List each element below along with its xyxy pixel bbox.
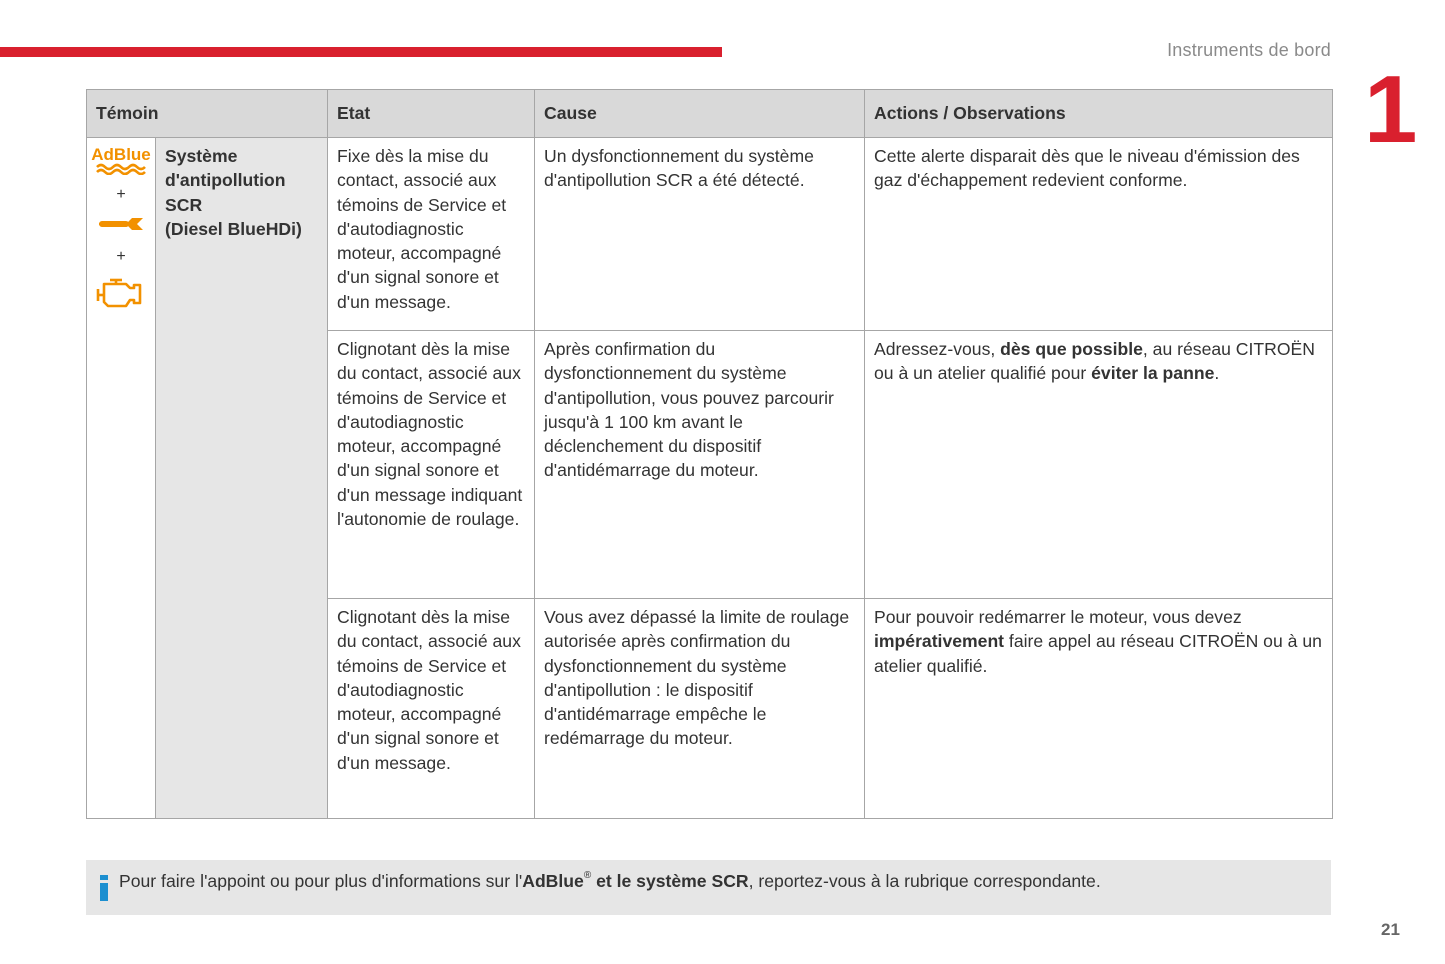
engine-diagnostic-icon bbox=[96, 275, 146, 311]
chapter-number: 1 bbox=[1364, 56, 1418, 163]
action-emphasis: dès que possible bbox=[1000, 339, 1143, 359]
warning-name-cell bbox=[156, 138, 328, 819]
etat-cell: Fixe dès la mise du contact, associé aux témoins de Service et d'autodiagnostic moteur, accompagné d'un signal sonore et d'un message. bbox=[328, 138, 535, 331]
page-number: 21 bbox=[1381, 920, 1400, 939]
info-text-part: , reportez-vous à la rubrique correspondante. bbox=[748, 871, 1101, 891]
service-wrench-icon bbox=[97, 213, 145, 235]
action-cell bbox=[865, 331, 1333, 599]
adblue-icon-label: AdBlue bbox=[91, 145, 151, 164]
action-text: , au réseau CITROËN ou à un atelier qualifié pour bbox=[874, 339, 1315, 384]
plus-sign: + bbox=[116, 248, 126, 265]
warning-name-line: (Diesel BlueHDi) bbox=[165, 218, 302, 239]
cause-cell: Après confirmation du dysfonctionnement du système d'antipollution, vous pouvez parcourir jusqu'à 1 100 km avant le déclenchement du dispositif d'antidémarrage du moteur. bbox=[535, 331, 865, 599]
warning-name-line: d'antipollution bbox=[165, 170, 286, 191]
action-cell bbox=[865, 599, 1333, 819]
section-title: Instruments de bord bbox=[1167, 40, 1331, 60]
action-emphasis: impérativement bbox=[874, 631, 1005, 652]
col-header-actions: Actions / Observations bbox=[865, 90, 1333, 138]
action-text: Cette alerte disparait dès que le niveau d'émission des gaz d'échappement redevient conforme. bbox=[874, 146, 1300, 191]
info-note bbox=[86, 860, 1331, 915]
warning-name-line: Système bbox=[165, 146, 238, 166]
action-cell bbox=[865, 138, 1333, 331]
etat-cell: Clignotant dès la mise du contact, associé aux témoins de Service et d'autodiagnostic moteur, accompagné d'un signal sonore et d'un message. bbox=[328, 599, 535, 819]
adblue-wave-icon bbox=[95, 163, 147, 175]
action-emphasis: éviter la panne bbox=[1091, 363, 1215, 384]
info-text-part: Pour faire l'appoint ou pour plus d'informations sur l' bbox=[119, 871, 523, 891]
action-text: . bbox=[1214, 363, 1220, 384]
action-text: Pour pouvoir redémarrer le moteur, vous devez bbox=[874, 607, 1242, 627]
action-text: Adressez-vous, bbox=[874, 339, 1001, 359]
info-text-scr: et le système SCR bbox=[591, 871, 749, 891]
table-row bbox=[87, 138, 1333, 331]
info-icon bbox=[100, 875, 108, 901]
table-header-row bbox=[87, 90, 1333, 138]
info-text-registered: ® bbox=[583, 870, 592, 881]
cause-cell: Un dysfonctionnement du système d'antipollution SCR a été détecté. bbox=[535, 138, 865, 331]
warning-name-line: SCR bbox=[165, 194, 203, 215]
col-header-cause: Cause bbox=[535, 90, 865, 138]
col-header-etat: Etat bbox=[328, 90, 535, 138]
plus-sign: + bbox=[116, 186, 126, 203]
info-text bbox=[119, 871, 1101, 892]
warning-table bbox=[86, 89, 1333, 819]
etat-cell: Clignotant dès la mise du contact, associé aux témoins de Service et d'autodiagnostic moteur, accompagné d'un signal sonore et d'un message indiquant l'autonomie de roulage. bbox=[328, 331, 535, 599]
warning-icons-cell bbox=[87, 138, 156, 819]
cause-cell: Vous avez dépassé la limite de roulage autorisée après confirmation du dysfonctionnement du système d'antipollution : le dispositif d'antidémarrage empêche le redémarrage du moteur. bbox=[535, 599, 865, 819]
info-text-adblue: AdBlue bbox=[522, 871, 584, 891]
header-red-bar bbox=[0, 47, 722, 57]
col-header-temoin: Témoin bbox=[87, 90, 328, 138]
action-text: faire appel au réseau CITROËN ou à un atelier qualifié. bbox=[874, 631, 1322, 676]
adblue-icon bbox=[91, 146, 151, 175]
